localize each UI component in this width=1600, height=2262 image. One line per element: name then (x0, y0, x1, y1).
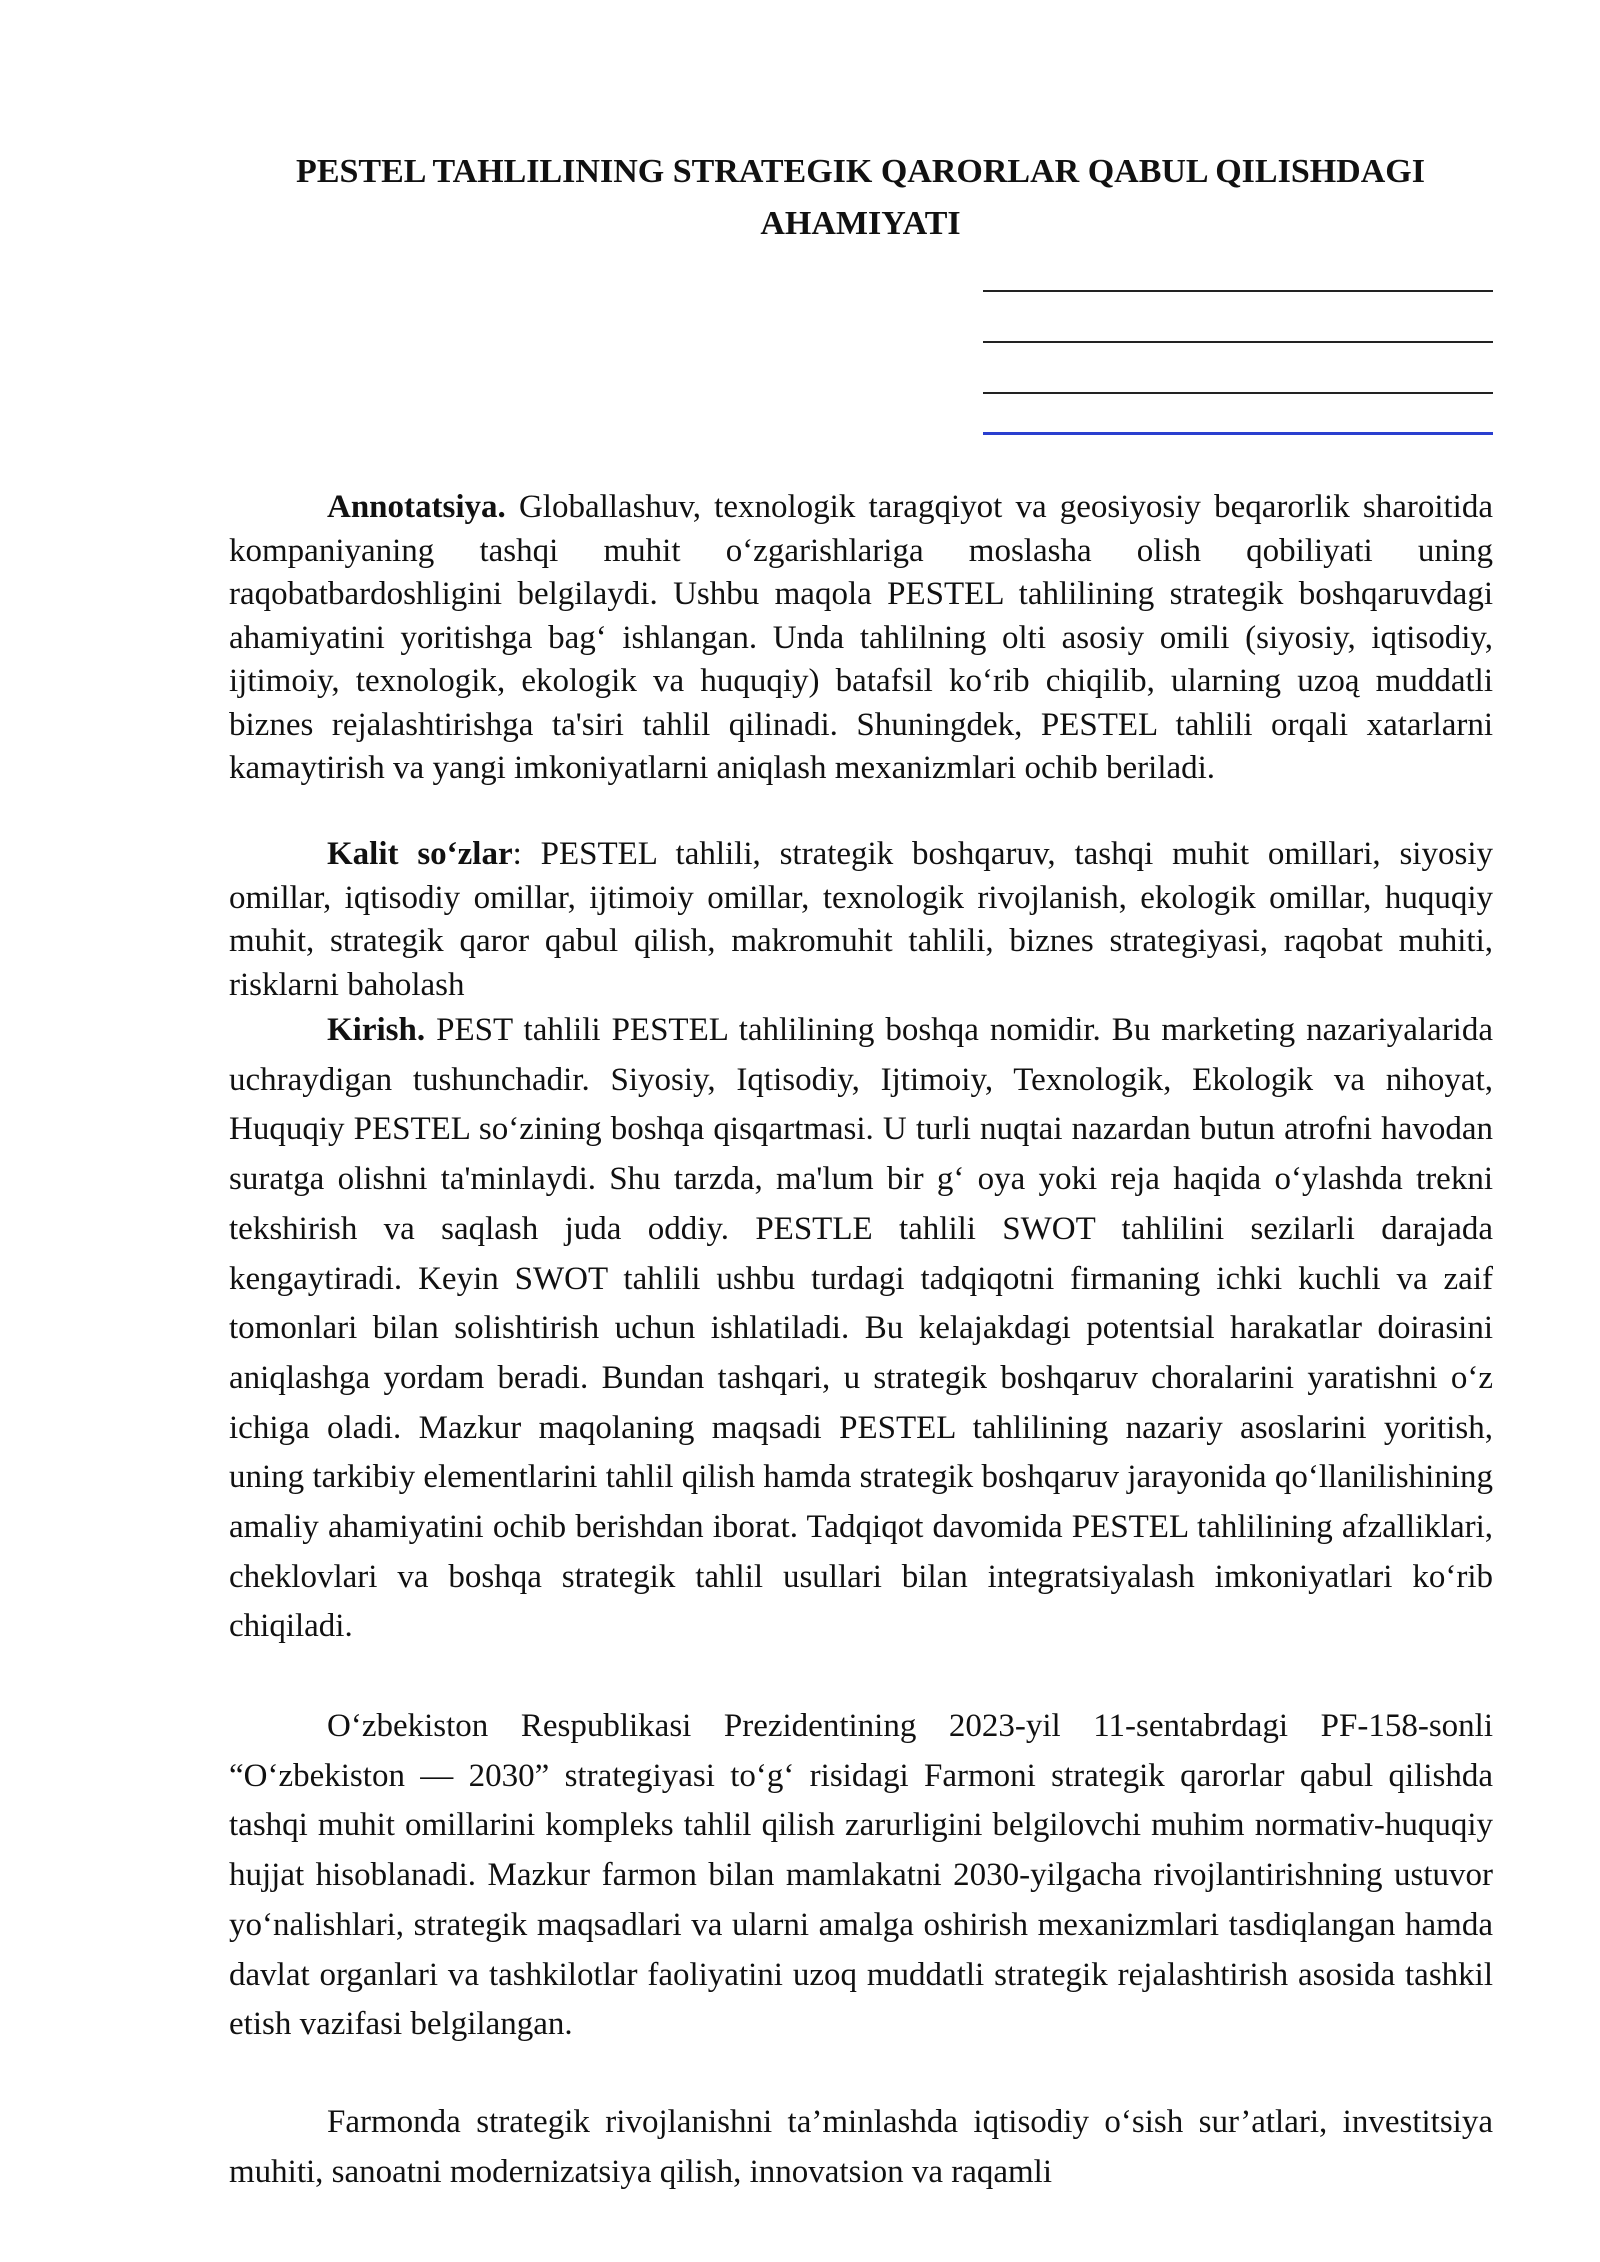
author-line-2 (983, 341, 1493, 343)
annotation-label: Annotatsiya. (327, 489, 506, 525)
introduction-label: Kirish. (327, 1012, 426, 1048)
author-line-1 (983, 290, 1493, 292)
keywords-paragraph (229, 833, 1493, 1008)
annotation-text: Globallashuv, texnologik taragqiyot va geosiyosiy beqarorlik sharoitida kompaniyaning tashqi muhit o‘zgarishlariga moslasha olish qobiliyati uning raqobatbardoshligini belgilaydi. Ushbu maqola PESTEL tahlilining strategik boshqaruvdagi ahamiyatini yoritishga bag‘ ishlangan. Unda tahlilning olti asosiy omili (siyosiy, iqtisodiy, ijtimoiy, texnologik, ekologik va huquqiy) batafsil ko‘rib chiqilib, ularning uzoą muddatli biznes rejalashtirishga ta'siri tahlil qilinadi. Shuningdek, PESTEL tahlili orqali xatarlarni kamaytirish va yangi imkoniyatlarni aniqlash mexanizmlari ochib beriladi. (229, 489, 1493, 786)
author-line-3 (983, 392, 1493, 394)
keywords-text: : PESTEL tahlili, strategik boshqaruv, tashqi muhit omillari, siyosiy omillar, iqtisodiy omillar, ijtimoiy omillar, texnologik rivojlanish, ekologik omillar, huquqiy muhit, strategik qaror qabul qilish, makromuhit tahlili, biznes strategiyasi, raqobat muhiti, risklarni baholash (229, 836, 1493, 1004)
introduction-text: PEST tahlili PESTEL tahlilining boshqa nomidir. Bu marketing nazariyalarida uchraydigan tushunchadir. Siyosiy, Iqtisodiy, Ijtimoiy, Texnologik, Ekologik va nihoyat, Huquqiy PESTEL so‘zining boshqa qisqartmasi. U turli nuqtai nazardan butun atrofni havodan suratga olishni ta'minlaydi. Shu tarzda, ma'lum bir g‘ oya yoki reja haqida o‘ylashda trekni tekshirish va saqlash juda oddiy. PESTLE tahlili SWOT tahlilini sezilarli darajada kengaytiradi. Keyin SWOT tahlili ushbu turdagi tadqiqotni firmaning ichki kuchli va zaif tomonlari bilan solishtirish uchun ishlatiladi. Bu kelajakdagi potentsial harakatlar doirasini aniqlashga yordam beradi. Bundan tashqari, u strategik boshqaruv choralarini yaratishni o‘z ichiga oladi. Mazkur maqolaning maqsadi PESTEL tahlilining nazariy asoslarini yoritish, uning tarkibiy elementlarini tahlil qilish hamda strategik boshqaruv jarayonida qo‘llanilishining amaliy ahamiyatini ochib berishdan iborat. Tadqiqot davomida PESTEL tahlilining afzalliklari, cheklovlari va boshqa strategik tahlil usullari bilan integratsiyalash imkoniyatlari ko‘rib chiqiladi. (229, 1012, 1493, 1645)
decree-paragraph: O‘zbekiston Respublikasi Prezidentining 2023-yil 11-sentabrdagi PF-158-sonli “O‘zbekiston — 2030” strategiyasi to‘g‘ risidagi Farmoni strategik qarorlar qabul qilishda tashqi muhit omillarini kompleks tahlil qilish zarurligini belgilovchi muhim normativ-huquqiy hujjat hisoblanadi. Mazkur farmon bilan mamlakatni 2030-yilgacha rivojlantirishning ustuvor yo‘nalishlari, strategik maqsadlari va ularni amalga oshirish mexanizmlari tasdiqlangan hamda davlat organlari va tashkilotlar faoliyatini uzoq muddatli strategik rejalashtirish asosida tashkil etish vazifasi belgilangan. (229, 1708, 1493, 2043)
author-line-link[interactable] (983, 432, 1493, 435)
article-title: PESTEL TAHLILINING STRATEGIK QARORLAR QABUL QILISHDAGI AHAMIYATI (296, 153, 1425, 242)
keywords-label: Kalit so‘zlar (327, 836, 513, 872)
annotation-paragraph (229, 486, 1493, 791)
introduction-paragraph (229, 1006, 1493, 1652)
farmon-paragraph: Farmonda strategik rivojlanishni ta’minlashda iqtisodiy o‘sish sur’atlari, investitsiya muhiti, sanoatni modernizatsiya qilish, innovatsion va raqamli (229, 2104, 1493, 2190)
